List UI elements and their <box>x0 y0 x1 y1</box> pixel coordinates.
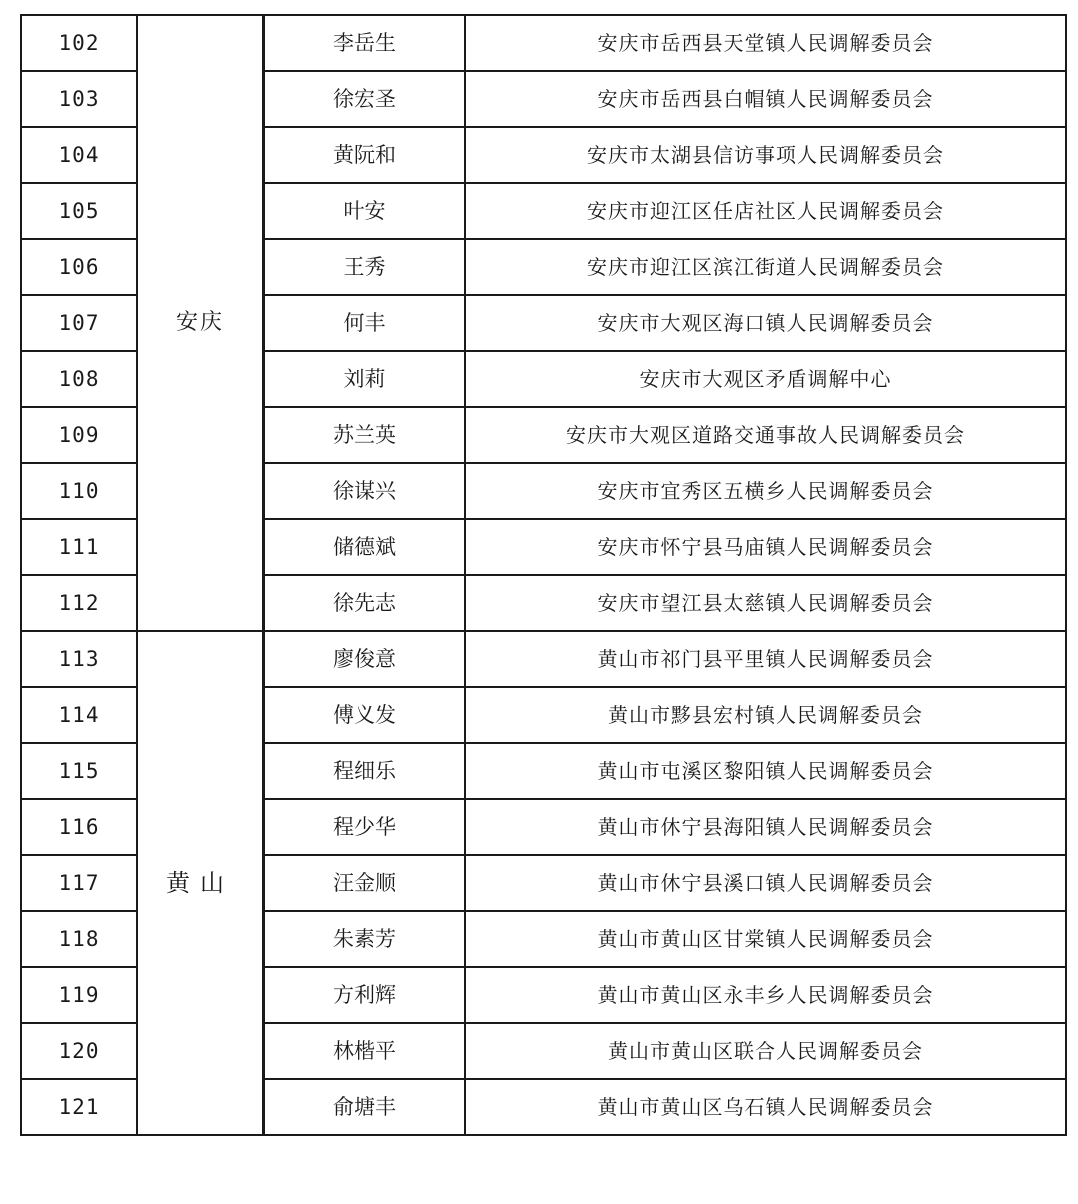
row-number: 118 <box>21 911 137 967</box>
mediator-name: 程细乐 <box>264 743 465 799</box>
mediator-name: 方利辉 <box>264 967 465 1023</box>
mediator-name: 廖俊意 <box>264 631 465 687</box>
mediation-committee: 安庆市迎江区任店社区人民调解委员会 <box>465 183 1066 239</box>
mediator-name: 林楷平 <box>264 1023 465 1079</box>
mediator-name: 傅义发 <box>264 687 465 743</box>
mediator-name: 黄阮和 <box>264 127 465 183</box>
mediation-committee: 安庆市太湖县信访事项人民调解委员会 <box>465 127 1066 183</box>
row-number: 119 <box>21 967 137 1023</box>
mediation-committee: 安庆市岳西县天堂镇人民调解委员会 <box>465 15 1066 71</box>
row-number: 103 <box>21 71 137 127</box>
mediator-name: 朱素芳 <box>264 911 465 967</box>
mediator-name: 储德斌 <box>264 519 465 575</box>
row-number: 116 <box>21 799 137 855</box>
row-number: 121 <box>21 1079 137 1135</box>
city-cell: 安庆 <box>137 15 263 631</box>
mediation-committee: 黄山市黄山区永丰乡人民调解委员会 <box>465 967 1066 1023</box>
row-number: 108 <box>21 351 137 407</box>
mediation-committee: 黄山市黄山区联合人民调解委员会 <box>465 1023 1066 1079</box>
table-row <box>21 631 1066 687</box>
mediation-committee: 黄山市祁门县平里镇人民调解委员会 <box>465 631 1066 687</box>
city-cell: 黄山 <box>137 631 263 1135</box>
mediation-committee: 安庆市岳西县白帽镇人民调解委员会 <box>465 71 1066 127</box>
mediator-name: 李岳生 <box>264 15 465 71</box>
mediation-committee: 安庆市望江县太慈镇人民调解委员会 <box>465 575 1066 631</box>
mediator-name: 汪金顺 <box>264 855 465 911</box>
mediation-committee: 黄山市屯溪区黎阳镇人民调解委员会 <box>465 743 1066 799</box>
mediator-name: 程少华 <box>264 799 465 855</box>
row-number: 115 <box>21 743 137 799</box>
roster-body <box>21 15 1066 1135</box>
mediation-committee: 安庆市大观区道路交通事故人民调解委员会 <box>465 407 1066 463</box>
row-number: 110 <box>21 463 137 519</box>
row-number: 109 <box>21 407 137 463</box>
row-number: 105 <box>21 183 137 239</box>
table-row <box>21 15 1066 71</box>
row-number: 106 <box>21 239 137 295</box>
mediator-name: 刘莉 <box>264 351 465 407</box>
mediation-committee: 安庆市迎江区滨江街道人民调解委员会 <box>465 239 1066 295</box>
mediator-roster-table <box>20 14 1067 1136</box>
row-number: 114 <box>21 687 137 743</box>
mediation-committee: 黄山市休宁县海阳镇人民调解委员会 <box>465 799 1066 855</box>
mediation-committee: 黄山市黄山区甘棠镇人民调解委员会 <box>465 911 1066 967</box>
mediation-committee: 黄山市休宁县溪口镇人民调解委员会 <box>465 855 1066 911</box>
mediator-name: 何丰 <box>264 295 465 351</box>
mediation-committee: 安庆市宜秀区五横乡人民调解委员会 <box>465 463 1066 519</box>
mediator-name: 王秀 <box>264 239 465 295</box>
row-number: 112 <box>21 575 137 631</box>
mediator-roster-page <box>20 14 1065 1136</box>
mediator-name: 徐谋兴 <box>264 463 465 519</box>
mediation-committee: 黄山市黟县宏村镇人民调解委员会 <box>465 687 1066 743</box>
mediator-name: 俞塘丰 <box>264 1079 465 1135</box>
mediation-committee: 安庆市怀宁县马庙镇人民调解委员会 <box>465 519 1066 575</box>
mediation-committee: 安庆市大观区矛盾调解中心 <box>465 351 1066 407</box>
mediator-name: 徐宏圣 <box>264 71 465 127</box>
row-number: 117 <box>21 855 137 911</box>
row-number: 107 <box>21 295 137 351</box>
mediation-committee: 黄山市黄山区乌石镇人民调解委员会 <box>465 1079 1066 1135</box>
mediator-name: 苏兰英 <box>264 407 465 463</box>
row-number: 111 <box>21 519 137 575</box>
mediator-name: 徐先志 <box>264 575 465 631</box>
row-number: 120 <box>21 1023 137 1079</box>
row-number: 113 <box>21 631 137 687</box>
mediation-committee: 安庆市大观区海口镇人民调解委员会 <box>465 295 1066 351</box>
row-number: 104 <box>21 127 137 183</box>
row-number: 102 <box>21 15 137 71</box>
mediator-name: 叶安 <box>264 183 465 239</box>
